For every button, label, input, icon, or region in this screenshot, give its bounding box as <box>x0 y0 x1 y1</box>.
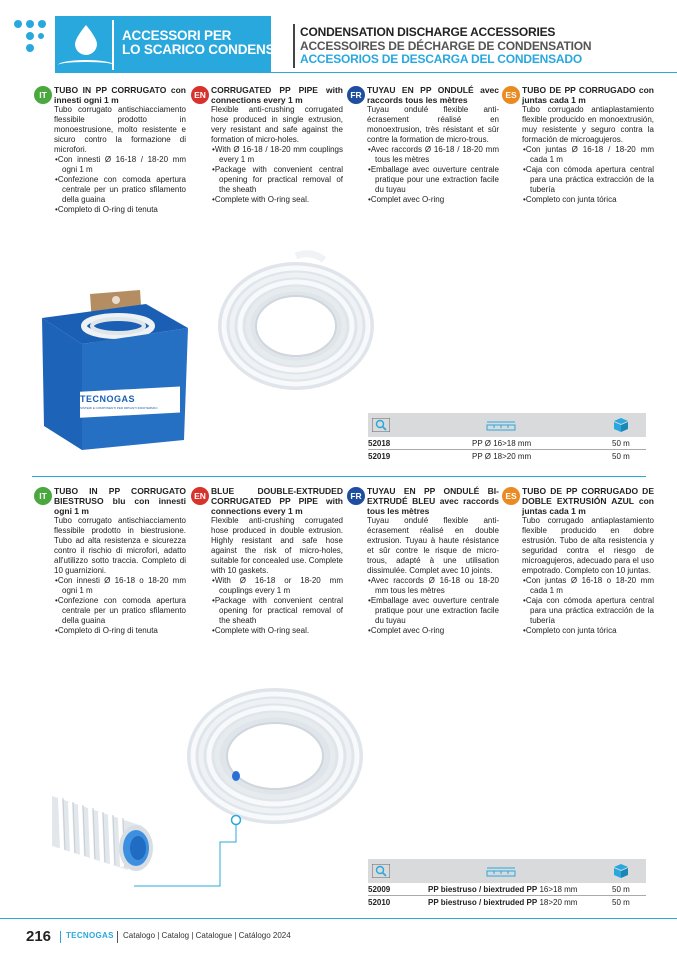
s1-col-en <box>194 85 343 205</box>
table-row <box>368 896 646 909</box>
magnifier-icon <box>372 864 390 878</box>
s1-es-title: TUBO DE PP CORRUGADO con juntas cada 1 m <box>522 85 654 105</box>
table-header <box>368 413 646 437</box>
footer-catalog: Catalogo | Catalog | Catalogue | Catálogo 2024 <box>123 931 291 940</box>
s1-fr-bullet: • Avec raccords Ø 16-18 / 18-20 mm tous les mètres <box>367 145 499 165</box>
product-desc: PP Ø 18>20 mm <box>472 452 532 461</box>
s1-es-bullet: • Completo con junta tórica <box>522 195 654 205</box>
footer-rule <box>0 918 677 919</box>
product-length: 50 m <box>612 898 630 907</box>
badge-fr: FR <box>347 86 365 104</box>
s1-fr-bullet: • Emballage avec ouverture centrale pratique pour une extraction facile du tuyau <box>367 165 499 195</box>
header-title-en: CONDENSATION DISCHARGE ACCESSORIES <box>300 25 556 39</box>
s2-it-bullet: • Con innesti Ø 16-18 o 18-20 mm ogni 1 m <box>54 576 186 596</box>
s1-es-bullet: • Con juntas Ø 16-18 / 18-20 mm cada 1 m <box>522 145 654 165</box>
s2-fr-bullet: • Avec raccords Ø 16-18 ou 18-20 mm tous les mètres <box>367 576 499 596</box>
s2-it-desc: Tubo corrugato antischiacciamento flessibile prodotto in biestrusione. Tubo ad alta resistenza e sicurezza contro il rischio di microfori, adatto all'utilizzo sotto traccia. Completo di 10 guarnizioni. <box>54 516 186 575</box>
s2-col-fr <box>350 486 499 636</box>
footer-separator <box>60 931 61 943</box>
table-row <box>368 437 646 450</box>
product-length: 50 m <box>612 885 630 894</box>
s1-col-es <box>505 85 654 205</box>
page-number: 216 <box>26 928 52 945</box>
product-desc: PP biestruso / biextruded PP 16>18 mm <box>428 885 578 894</box>
s2-fr-bullet: • Complet avec O-ring <box>367 626 499 636</box>
s1-fr-title: TUYAU EN PP ONDULÉ avec raccords tous les mètres <box>367 85 499 105</box>
product-box-image <box>38 290 188 450</box>
s1-col-it <box>39 85 186 215</box>
footer-separator <box>117 931 118 943</box>
s2-it-bullet: • Completo di O-ring di tenuta <box>54 626 186 636</box>
brand-dots-icon <box>14 20 48 60</box>
badge-en: EN <box>191 86 209 104</box>
header-title-fr: ACCESSOIRES DE DÉCHARGE DE CONDENSATION <box>300 38 592 53</box>
water-drop-icon <box>58 20 114 70</box>
product-length: 50 m <box>612 452 630 461</box>
s1-it-bullet: • Completo di O-ring di tenuta <box>54 205 186 215</box>
badge-es: ES <box>502 487 520 505</box>
section-divider <box>32 476 646 477</box>
s1-it-title: TUBO IN PP CORRUGATO con innesti ogni 1 m <box>54 85 186 105</box>
product-desc: PP Ø 16>18 mm <box>472 439 532 448</box>
s2-en-bullet: • Complete with O-ring seal. <box>211 626 343 636</box>
badge-en: EN <box>191 487 209 505</box>
badge-it: IT <box>34 487 52 505</box>
header-titles <box>300 26 591 67</box>
s2-en-desc: Flexible anti-crushing corrugated hose produced in double extrusion. Highly resistant and safe hose against the risk of micro-holes, suitable for concealed use. Complete with 10 gaskets. <box>211 516 343 575</box>
s1-it-desc: Tubo corrugato antischiacciamento flessibile prodotto in monoestrusione, molto resistente e sicuro contro la formazione di microfori. <box>54 105 186 154</box>
s1-en-bullet: • With Ø 16-18 / 18-20 mm couplings every 1 m <box>211 145 343 165</box>
box-brand-label: TECNOGAS <box>80 394 136 404</box>
s2-es-bullet: • Completo con junta tórica <box>522 626 654 636</box>
s1-col-fr <box>350 85 499 205</box>
s1-es-desc: Tubo corrugado antiaplastamiento flexible producido en monoextrusión, muy resistente y seguro contra la formación de microagujeros. <box>522 105 654 144</box>
s2-fr-title: TUYAU EN PP ONDULÉ BI-EXTRUDÉ BLEU avec raccords tous les mètres <box>367 486 499 516</box>
table-header <box>368 859 646 883</box>
table-row <box>368 883 646 896</box>
s2-col-it <box>39 486 186 636</box>
header-rule <box>55 72 677 73</box>
product-length: 50 m <box>612 439 630 448</box>
product-desc: PP biestruso / biextruded PP 18>20 mm <box>428 898 578 907</box>
product-code: 52019 <box>368 452 391 461</box>
s2-col-es <box>505 486 654 636</box>
table-row <box>368 450 646 463</box>
s2-it-title: TUBO IN PP CORRUGATO BIESTRUSO blu con innesti ogni 1 m <box>54 486 186 516</box>
length-ruler-icon <box>486 864 516 878</box>
s2-fr-desc: Tuyau ondulé flexible anti-écrasement réalisé en double extrusion. Tuyau à haute résistance et sûr contre le risque de micro-trous, adapté à une utilisation dissimulée. Complet avec 10 joints. <box>367 516 499 575</box>
s2-en-bullet: • With Ø 16-18 or 18-20 mm couplings every 1 m <box>211 576 343 596</box>
s2-it-bullet: • Confezione con comoda apertura centrale per un pratico sfilamento della guaina <box>54 596 186 626</box>
footer-brand: TECNOGAS <box>66 931 114 940</box>
s1-fr-desc: Tuyau ondulé flexible anti-écrasement réalisé en monoextrusion, très résistant et sûr contre la formation de micro-trous. <box>367 105 499 144</box>
magnifier-icon <box>372 418 390 432</box>
pipe-closeup-image <box>50 776 270 916</box>
s2-es-bullet: • Con juntas Ø 16-18 o 18-20 mm cada 1 m <box>522 576 654 596</box>
badge-it: IT <box>34 86 52 104</box>
s1-product-table <box>368 413 646 463</box>
white-coil-image <box>212 248 380 398</box>
s2-col-en <box>194 486 343 636</box>
header-separator <box>293 24 295 68</box>
badge-es: ES <box>502 86 520 104</box>
s1-en-desc: Flexible anti-crushing corrugated hose produced in single extrusion, very resistant and safe against the formation of micro-holes. <box>211 105 343 144</box>
s2-fr-bullet: • Emballage avec ouverture centrale pratique pour une extraction facile du tuyau <box>367 596 499 626</box>
header-title-es: ACCESORIOS DE DESCARGA DEL CONDENSADO <box>300 52 582 66</box>
s1-es-bullet: • Caja con cómoda apertura central para una práctica extracción de la tubería <box>522 165 654 195</box>
s2-es-title: TUBO DE PP CORRUGADO DE DOBLE EXTRUSIÓN AZUL con juntas cada 1 m <box>522 486 654 516</box>
product-code: 52009 <box>368 885 391 894</box>
s2-product-table <box>368 859 646 909</box>
s2-es-bullet: • Caja con cómoda apertura central para una práctica extracción de la tubería <box>522 596 654 626</box>
s2-es-desc: Tubo corrugado antiaplastamiento flexible producido en dobre estrusión. Tubo de alta resistencia y seguridad contra el riesgo de microagujeros, adecuado para el uso empotrado. Completo con 10 juntas. <box>522 516 654 575</box>
s1-it-bullet: • Con innesti Ø 16-18 / 18-20 mm ogni 1 m <box>54 155 186 175</box>
product-code: 52010 <box>368 898 391 907</box>
s1-fr-bullet: • Complet avec O-ring <box>367 195 499 205</box>
s1-en-title: CORRUGATED PP PIPE with connections every 1 m <box>211 85 343 105</box>
s1-en-bullet: • Complete with O-ring seal. <box>211 195 343 205</box>
package-icon <box>612 864 630 878</box>
s2-en-title: BLUE DOUBLE-EXTRUDED CORRUGATED PP PIPE with connections every 1 m <box>211 486 343 516</box>
header-title-it: ACCESSORI PER LO SCARICO CONDENSA <box>122 28 284 57</box>
box-tagline-label: SISTEMI E COMPONENTI PER IMPIANTI IDROTERMICI <box>80 406 158 410</box>
product-code: 52018 <box>368 439 391 448</box>
s1-en-bullet: • Package with convenient central opening for practical removal of the sheath <box>211 165 343 195</box>
length-ruler-icon <box>486 418 516 432</box>
badge-fr: FR <box>347 487 365 505</box>
s2-en-bullet: • Package with convenient central opening for practical removal of the sheath <box>211 596 343 626</box>
package-icon <box>612 418 630 432</box>
s1-it-bullet: • Confezione con comoda apertura centrale per un pratico sfilamento della guaina <box>54 175 186 205</box>
